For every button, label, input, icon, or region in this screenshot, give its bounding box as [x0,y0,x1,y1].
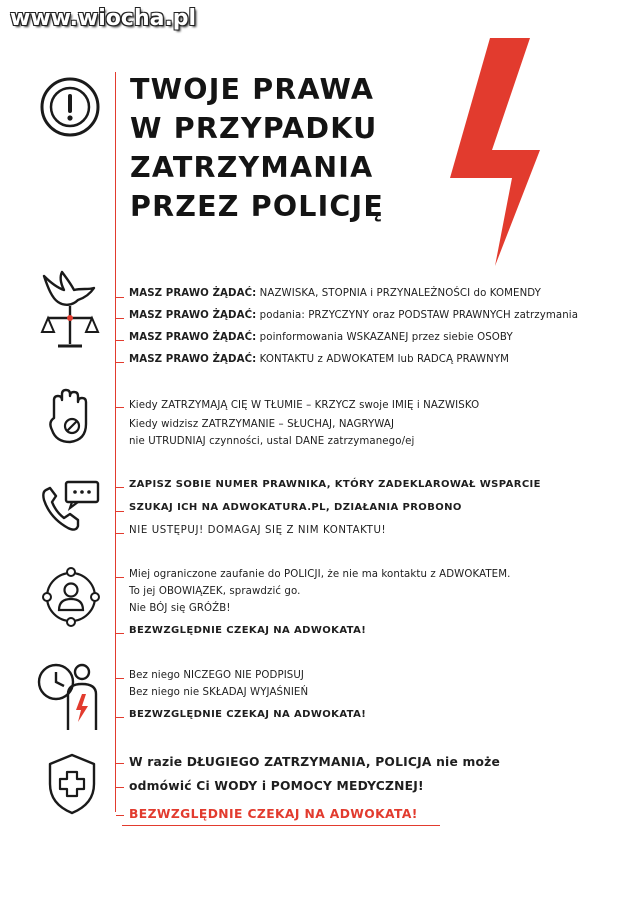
divider-tick [116,717,124,718]
shield-cross-icon [46,752,98,816]
witness-advice-line: Kiedy widzisz ZATRZYMANIE – SŁUCHAJ, NAGRYWAJ [129,419,395,430]
divider-tick [116,815,124,816]
wait-for-lawyer-line: BEZWZGLĘDNIE CZEKAJ NA ADWOKATA! [129,709,367,720]
exclamation-circle-icon [38,75,102,139]
final-wait-for-lawyer-line: BEZWZGLĘDNIE CZEKAJ NA ADWOKATA! [129,807,418,821]
right-lead: MASZ PRAWO ŻĄDAĆ: [129,310,257,321]
divider-tick [116,533,124,534]
threats-line: Nie BÓJ się GRÓŹB! [129,603,231,614]
divider-tick [116,577,124,578]
right-item [129,310,578,321]
right-lead: MASZ PRAWO ŻĄDAĆ: [129,288,257,299]
no-sign-line: Bez niego NICZEGO NIE PODPISUJ [129,670,305,681]
vertical-divider [115,72,116,812]
lawyer-number-line: ZAPISZ SOBIE NUMER PRAWNIKA, KTÓRY ZADEKLAROWAŁ WSPARCIE [129,479,541,490]
phone-chat-icon [40,480,102,536]
right-item [129,288,541,299]
stop-hand-icon [46,386,92,446]
clock-person-icon [36,660,104,732]
title-line-1: TWOJE PRAWA [130,73,375,106]
watermark: www.wiocha.pl [10,6,197,31]
divider-tick [116,633,124,634]
divider-tick [116,787,124,788]
network-person-icon [40,566,102,628]
divider-tick [116,318,124,319]
obligation-line: To jej OBOWIĄZEK, sprawdzić go. [129,586,301,597]
right-text: KONTAKTU z ADWOKATEM lub RADCĄ PRAWNYM [256,354,510,365]
right-item [129,332,513,343]
right-text: NAZWISKA, STOPNIA i PRZYNALEŻNOŚCI do KOMENDY [256,288,541,299]
lightning-bolt-icon [440,38,580,268]
divider-tick [116,763,124,764]
adwokatura-line: SZUKAJ ICH NA ADWOKATURA.PL, DZIAŁANIA PROBONO [129,502,462,513]
trust-line: Miej ograniczone zaufanie do POLICJI, że nie ma kontaktu z ADWOKATEM. [129,569,511,580]
long-detention-line: W razie DŁUGIEGO ZATRZYMANIA, POLICJA nie może [129,755,501,769]
divider-tick [116,511,124,512]
title-line-3: ZATRZYMANIA [130,151,374,184]
crowd-advice-line: Kiedy ZATRZYMAJĄ CIĘ W TŁUMIE – KRZYCZ swoje IMIĘ i NAZWISKO [129,400,480,411]
divider-tick [116,297,124,298]
no-explain-line: Bez niego nie SKŁADAJ WYJAŚNIEŃ [129,687,309,698]
dove-scales-icon [38,270,102,354]
title-line-4: PRZEZ POLICJĘ [130,190,385,223]
insist-contact-line: NIE USTĘPUJ! DOMAGAJ SIĘ Z NIM KONTAKTU! [129,525,387,536]
divider-tick [116,487,124,488]
divider-tick [116,340,124,341]
page-title [130,70,384,226]
divider-tick [116,362,124,363]
divider-tick [116,678,124,679]
witness-advice-line-2: nie UTRUDNIAJ czynności, ustal DANE zatrzymanego/ej [129,436,415,447]
title-line-2: W PRZYPADKU [130,112,378,145]
right-lead: MASZ PRAWO ŻĄDAĆ: [129,332,257,343]
final-underline [122,825,440,826]
water-medical-line: odmówić Ci WODY i POMOCY MEDYCZNEJ! [129,779,424,793]
right-lead: MASZ PRAWO ŻĄDAĆ: [129,354,257,365]
right-text: podania: PRZYCZYNY oraz PODSTAW PRAWNYCH zatrzymania [256,310,579,321]
wait-for-lawyer-line: BEZWZGLĘDNIE CZEKAJ NA ADWOKATA! [129,625,367,636]
divider-tick [116,407,124,408]
right-text: poinformowania WSKAZANEJ przez siebie OSOBY [256,332,513,343]
right-item [129,354,509,365]
